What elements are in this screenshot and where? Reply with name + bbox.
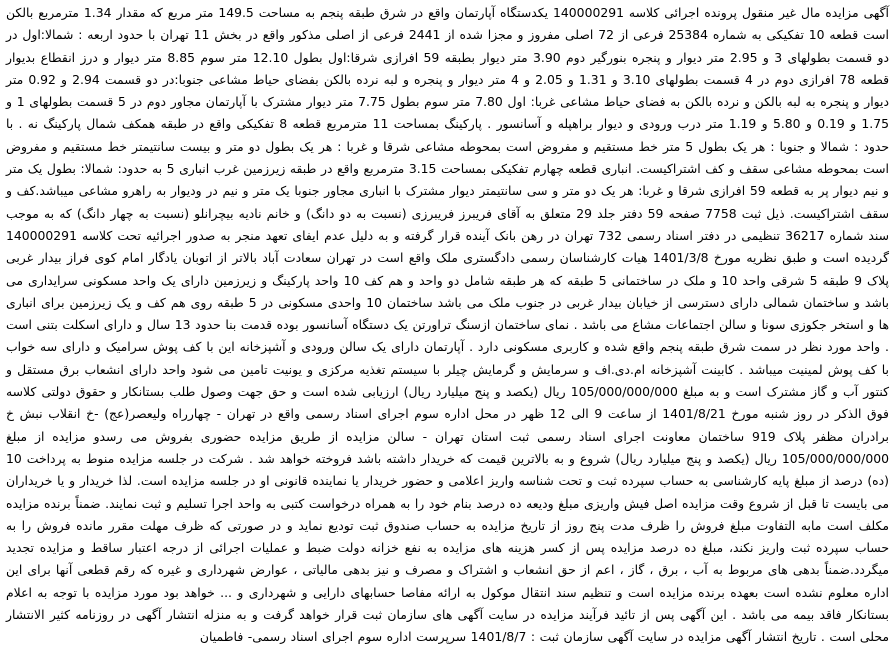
auction-notice-text: [6, 2, 889, 649]
auction-notice-paragraph: آگهی مزایده مال غیر منقول پرونده اجرائی کلاسه 140000291 یکدستگاه آپارتمان واقع در شرق طبقه پنجم به مساحت 149.5 متر مربع که مقدار 1.34 مترمربع بالکن است قطعه 10 تفکیکی به شماره 25384 فرعی از 72 اصلی مفروز و مجزا شده از 2441 فرعی از اصلی مذکور واقع در بخش 11 تهران با حدود اربعه : شمالا:اول در دو قسمت بطولهای 3 و 2.95 متر دیوار و پنجره بنورگیر دوم 3.90 متر دیوار بطبقه 59 افرازی شرقا:اول بطول 12.10 متر سوم 8.85 متر دیوار و درز انقطاع بدیوار قطعه 78 افرازی دوم در 4 قسمت بطولهای 3.10 و 1.31 و 2.05 و 4 متر دیوار و پنجره و لبه نرده بالکن بفضای حیاط مشاعی جنوبا:در دو قسمت 2.94 و 0.92 متر دیوار و پنجره به لبه بالکن و نرده بالکن به فضای حیاط مشاعی غربا: اول 7.80 متر سوم بطول 7.75 متر دیوار مشترک با آپارتمان مجاور دوم در 5 قسمت بطولهای 1 و 1.75 و 0.19 و 5.80 و 1.19 متر درب ورودی و دیوار براهپله و آسانسور . پارکینگ بمساحت 11 مترمربع قطعه 8 تفکیکی واقع در طبقه همکف شمال پارکینگ نه . با حدود : شمالا و جنوبا : هر یک بطول 5 متر خط مستقیم و مفروض است بمحوطه مشاعی شرقا و غربا : هر یک بطول دو متر و بیست سانتیمتر خط مستقیم و مفروض است بمحوطه مشاعی سقف و کف اشتراکیست. انباری قطعه چهارم تفکیکی بمساحت 3.15 مترمربع واقع در طبقه زیرزمین غرب انباری 5 به حدود: شمالا: بطول یک متر و نیم دیوار پر به قطعه 59 افرازی شرقا و غربا: هر یک دو متر و سی سانتیمتر دیوار مشترک با انباری مجاور جنوبا یک متر و نیم در ودیوار به راهرو مشاعی میباشد.کف و سقف اشتراکیست. ذیل ثبت 7758 صفحه 59 دفتر جلد 29 متعلق به آقای فریبرز فریبرزی (نسبت به دو دانگ) و خانم نادیه بیچرانلو (نسبت به چهار دانگ) که به موجب سند شماره 36217 تنظیمی در دفتر اسناد رسمی 732 تهران در رهن بانک آینده قرار گرفته و به دلیل عدم ایفای تعهد منجر به صدور اجرائیه تحت کلاسه 140000291 گردیده است و طبق نظریه مورخ 1401/3/8 هیات کارشناسان رسمی دادگستری ملک واقع است در تهران سعادت آباد بالاتر از اتوبان یادگار امام کوی فراز بیدار غربی پلاک 9 طبقه 5 شرقی واحد 10 و ملک در ساختمانی 5 طبقه که هر طبقه شامل دو واحد و هم کف 10 واحد پارکینگ و زیرزمین دارای یک واحد مسکونی سرایداری می باشد و ساختمان شمالی دارای دسترسی از خیابان بیدار غربی در جنوب ملک می باشد ساختمان 10 واحدی مسکونی در 5 طبقه روی هم کف و یک زیرزمین برای انباری ها و استخر جکوزی سونا و سالن اجتماعات مشاع می باشد . نمای ساختمان ازسنگ تراورتن یک دستگاه آسانسور بوده قدمت بنا حدود 13 سال و دارای اسکلت بتنی است . واحد مورد نظر در سمت شرق طبقه پنجم واقع شده و کاربری مسکونی دارد . آپارتمان دارای یک سالن ورودی و آشپزخانه این با کف پوش سرامیک و دارای سه خواب با کف پوش لمینیت میباشد . کابینت آشپزخانه ام.دی.اف و سرمایش و گرمایش چیلر با سیستم تغذیه مرکزی و یونیت تامین می شود واحد دارای انشعاب برق مستقل و کنتور آب و گاز مشترک است و به مبلغ 105/000/000/000 ریال (یکصد و پنج میلیارد ریال) ارزیابی شده است و حق جهت وصول طلب بستانکار و حقوق دولتی کلاسه فوق الذکر در روز شنبه مورخ 1401/8/21 از ساعت 9 الی 12 ظهر در محل اداره سوم اجرای اسناد رسمی واقع در تهران - چهارراه ولیعصر(عج) -خ انقلاب نبش خ برادران مظفر پلاک 919 ساختمان معاونت اجرای اسناد رسمی ثبت استان تهران - سالن مزایده از طریق مزایده حضوری بفروش می رسدو مزایده از مبلغ 105/000/000/000 ریال (یکصد و پنج میلیارد ریال) شروع و به بالاترین قیمت که خریدار داشته باشد فروخته خواهد شد . شرکت در جلسه مزایده منوط به پرداخت 10 (ده) درصد از مبلغ پایه کارشناسی به حساب سپرده ثبت و تحت شناسه واریز اعلامی و حضور خریدار یا نماینده قانونی او در جلسه مزایده است. لذا خریدار و یا خریداران می بایست تا قبل از شروع وقت مزایده اصل فیش واریزی مبلغ ودیعه ده درصد بنام خود را به همراه درخواست کتبی به واحد اجرا تسلیم و ثبت نمایند. ضمناً برنده مزایده مکلف است مابه التفاوت مبلغ فروش را ظرف مدت پنج روز از تاریخ مزایده به حساب صندوق ثبت تودیع نماید و در صورتی که ظرف مهلت مقرر مانده فروش را به حساب سپرده ثبت واریز نکند، مبلغ ده درصد مزایده پس از کسر هزینه های مزایده به نفع خزانه دولت ضبط و عملیات اجرائی از درجه اعتبار ساقط و مزایده تجدید میگردد.ضمناً بدهی های مربوط به آب ، برق ، گاز ، اعم از حق انشعاب و اشتراک و مصرف و نیز بدهی مالیاتی ، عوارض شهرداری و غیره که رقم قطعی آنها برای این اداره معلوم نشده است بعهده برنده مزایده است و تنظیم سند انتقال موکول به ارائه مفاصا حسابهای دارایی و شهرداری و ... خواهد بود مورد مزایده با توجه به اعلام بستانکار فاقد بیمه می باشد . این آگهی پس از تائید فرآیند مزایده در سایت آگهی های سازمان ثبت قرار خواهد گرفت و به منزله انتشار آگهی در روزنامه کثیر الانتشار محلی است . تاریخ انتشار آگهی مزایده در سایت آگهی سازمان ثبت : 1401/8/7 سرپرست اداره سوم اجرای اسناد رسمی- فاطمیان: [6, 5, 890, 645]
